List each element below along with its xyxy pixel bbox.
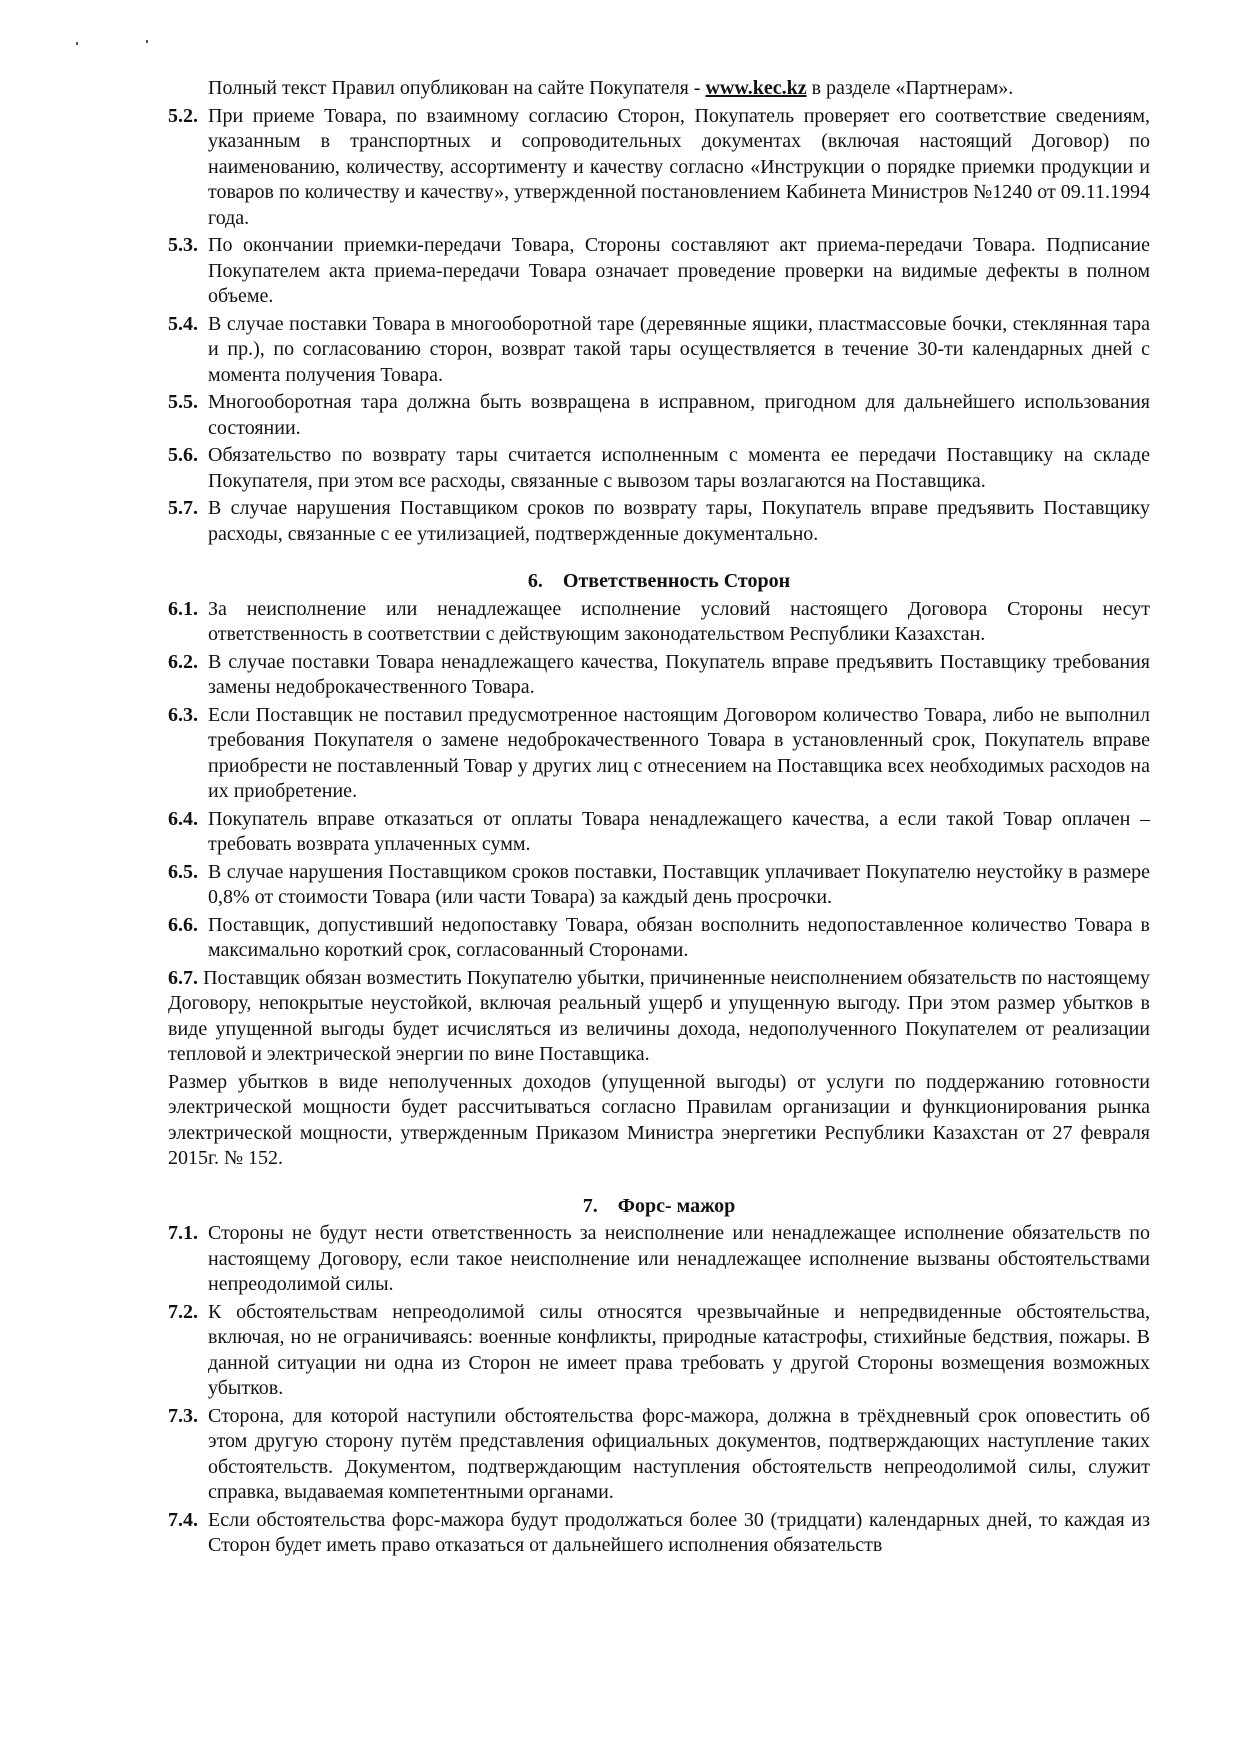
clause-5-5 <box>168 390 1150 441</box>
clause-number: 6.2. <box>168 650 198 673</box>
clause-6-1 <box>168 597 1150 648</box>
clause-6-5 <box>168 860 1150 911</box>
clause-6-3 <box>168 703 1150 805</box>
clause-6-4 <box>168 807 1150 858</box>
clause-6-7-extra: Размер убытков в виде неполученных доходов (упущенной выгоды) от услуги по поддержанию готовности электрической мощности будет рассчитываться согласно Правилам организации и функционирования рынка электрической мощности, утвержденным Приказом Министра энергетики Республики Казахстан от 27 февраля 2015г. № 152. <box>168 1070 1150 1169</box>
clause-text: Обязательство по возврату тары считается исполненным с момента ее передачи Поставщику на складе Покупателя, при этом все расходы, связанные с вывозом тары возлагаются на Поставщика. <box>208 444 1150 492</box>
section-6-clauses <box>168 597 1150 964</box>
clause-5-3 <box>168 233 1150 310</box>
clause-7-3 <box>168 1404 1150 1506</box>
clause-text: Стороны не будут нести ответственность за неисполнение или ненадлежащее исполнение обязательств по настоящему Договору, если такое неисполнение или ненадлежащее исполнение вызваны обстоятельствами непреодолимой силы. <box>208 1222 1150 1295</box>
intro-tail: в разделе «Партнерам». <box>806 77 1014 99</box>
clause-6-2 <box>168 650 1150 701</box>
intro-text: Полный текст Правил опубликован на сайте Покупателя - <box>208 77 706 99</box>
clause-text: Поставщик, допустивший недопоставку Товара, обязан восполнить недопоставленное количество Товара в максимально короткий срок, согласованный Сторонами. <box>208 913 1150 961</box>
section-7-clauses <box>168 1221 1150 1559</box>
section-7-heading <box>168 1194 1150 1220</box>
clause-number: 5.5. <box>168 391 198 413</box>
clause-6-6 <box>168 913 1150 964</box>
scan-dot <box>76 42 78 45</box>
clause-text: Сторона, для которой наступили обстоятельства форс-мажора, должна в трёхдневный срок оповестить об этом другую сторону путём представления официальных документов, подтверждающих наступление таких обстоятельств. Документом, подтверждающим наступления обстоятельств непреодолимой силы, служит справка, выдаваемая компетентными органами. <box>208 1404 1150 1503</box>
clause-text: За неисполнение или ненадлежащее исполнение условий настоящего Договора Стороны несут ответственность в соответствии с действующим законодательством Республики Казахстан. <box>208 597 1150 645</box>
clause-7-1 <box>168 1221 1150 1298</box>
section-title: Форс- мажор <box>617 1194 736 1217</box>
clause-text: Покупатель вправе отказаться от оплаты Товара ненадлежащего качества, а если такой Товар оплачен – требовать возврата уплаченных сумм. <box>208 807 1150 855</box>
clause-text: По окончании приемки-передачи Товара, Стороны составляют акт приема-передачи Товара. Подписание Покупателем акта приема-передачи Товара означает проведение проверки на видимые дефекты в полном объеме. <box>208 234 1150 307</box>
clause-number: 5.7. <box>168 497 198 519</box>
section-5-clauses <box>168 104 1150 548</box>
clause-number: 6.5. <box>168 860 198 883</box>
clause-number: 6.4. <box>168 807 198 830</box>
document-body <box>168 76 1150 1559</box>
section-6-heading <box>168 569 1150 595</box>
clause-number: 6.7. <box>168 966 198 989</box>
clause-7-4 <box>168 1508 1150 1559</box>
section-number: 6. <box>527 570 543 592</box>
clause-6-7 <box>168 966 1150 1068</box>
clause-5-6 <box>168 443 1150 494</box>
clause-number: 5.2. <box>168 104 198 127</box>
clause-text: При приеме Товара, по взаимному согласию Сторон, Покупатель проверяет его соответствие сведениям, указанным в транспортных и сопроводительных документах (включая настоящий Договор) по наименованию, количеству, ассортименту и качеству согласно «Инструкции о порядке приемки продукции и товаров по количеству и качеству», утвержденной постановлением Кабинета Министров №1240 от 09.11.1994 года. <box>208 104 1150 229</box>
clause-number: 5.3. <box>168 234 198 256</box>
clause-text: В случае нарушения Поставщиком сроков поставки, Поставщик уплачивает Покупателю неустойку в размере 0,8% от стоимости Товара (или части Товара) за каждый день просрочки. <box>208 860 1150 908</box>
clause-text: В случае поставки Товара в многооборотной таре (деревянные ящики, пластмассовые бочки, стеклянная тара и пр.), по согласованию сторон, возврат такой тары осуществляется в течение 30-ти календарных дней с момента получения Товара. <box>208 312 1150 386</box>
clause-7-2 <box>168 1300 1150 1402</box>
clause-text: К обстоятельствам непреодолимой силы относятся чрезвычайные и непредвиденные обстоятельства, включая, но не ограничиваясь: военные конфликты, природные катастрофы, стихийные бедствия, пожары. В данной ситуации ни одна из Сторон не имеет права требовать у другой Стороны возмещения возможных убытков. <box>208 1300 1150 1399</box>
clause-5-7 <box>168 496 1150 547</box>
clause-number: 7.3. <box>168 1404 198 1427</box>
clause-5-4 <box>168 312 1150 389</box>
clause-number: 7.1. <box>168 1222 198 1244</box>
scan-dot <box>146 40 148 43</box>
clause-number: 6.1. <box>168 597 198 620</box>
clause-5-2 <box>168 104 1150 232</box>
clause-text: Если Поставщик не поставил предусмотренное настоящим Договором количество Товара, либо не выполнил требования Покупателя о замене недоброкачественного Товара в установленный срок, Покупатель вправе приобрести не поставленный Товар у других лиц с отнесением на Поставщика всех необходимых расходов на их приобретение. <box>208 703 1150 802</box>
clause-number: 5.4. <box>168 312 198 335</box>
website-link[interactable]: www.kec.kz <box>705 77 807 99</box>
clause-text: Поставщик обязан возместить Покупателю убытки, причиненные неисполнением обязательств по настоящему Договору, непокрытые неустойкой, включая реальный ущерб и упущенную выгоду. При этом размер убытков в виде упущенной выгоды будет исчисляться из величины дохода, недополученного Покупателем от реализации тепловой и электрической энергии по вине Поставщика. <box>168 966 1150 1065</box>
clause-text: В случае нарушения Поставщиком сроков по возврату тары, Покупатель вправе предъявить Поставщику расходы, связанные с ее утилизацией, подтвержденные документально. <box>208 497 1150 545</box>
clause-text: Многооборотная тара должна быть возвращена в исправном, пригодном для дальнейшего использования состоянии. <box>208 391 1150 439</box>
section-number: 7. <box>582 1194 598 1217</box>
clause-number: 6.3. <box>168 703 198 726</box>
clause-number: 5.6. <box>168 444 198 466</box>
clause-text: Если обстоятельства форс-мажора будут продолжаться более 30 (тридцати) календарных дней, то каждая из Сторон будет иметь право отказаться от дальнейшего исполнения обязательств <box>208 1508 1150 1556</box>
clause-number: 6.6. <box>168 913 198 936</box>
clause-text: В случае поставки Товара ненадлежащего качества, Покупатель вправе предъявить Поставщику требования замены недоброкачественного Товара. <box>208 650 1150 698</box>
clause-number: 7.2. <box>168 1300 198 1323</box>
clause-number: 7.4. <box>168 1508 198 1531</box>
intro-paragraph <box>208 76 1150 102</box>
section-title: Ответственность Сторон <box>562 570 791 592</box>
